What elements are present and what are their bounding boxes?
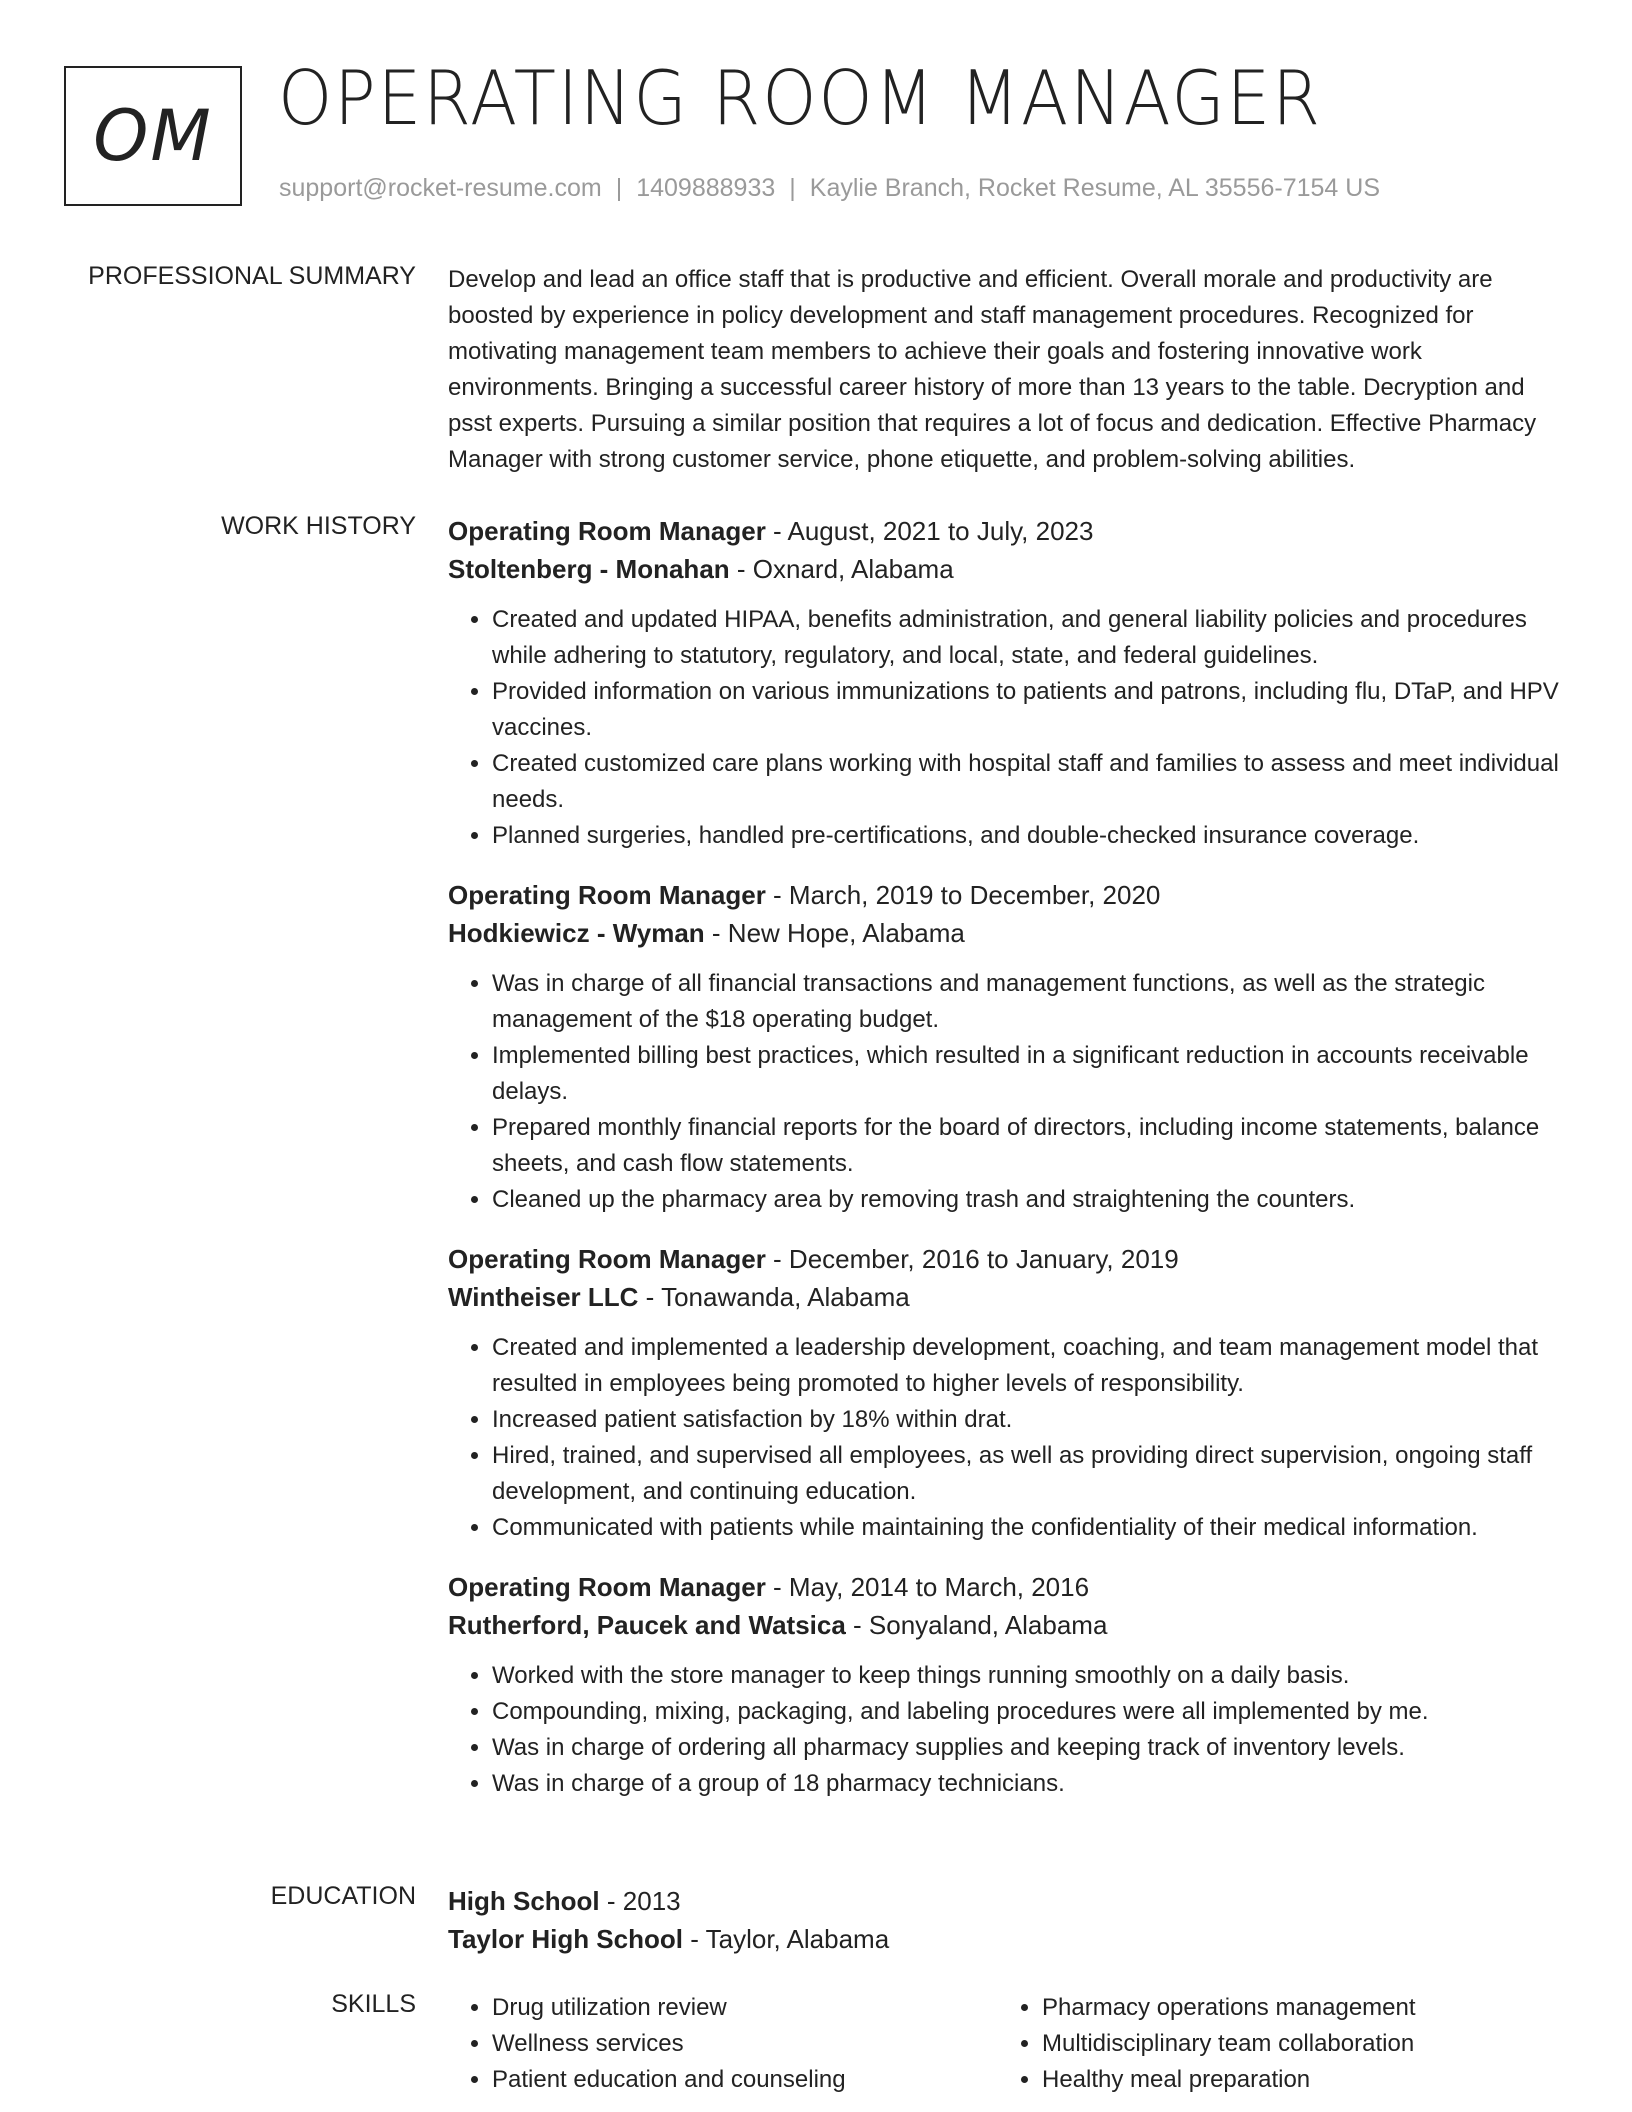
job-title-line	[448, 512, 1568, 550]
contact-email: support@rocket-resume.com	[279, 174, 602, 202]
education-degree: High School	[448, 1886, 600, 1916]
job-company: Hodkiewicz - Wyman	[448, 918, 705, 948]
education-year: - 2013	[599, 1886, 681, 1916]
job-company-line	[448, 550, 1568, 588]
skill-item: • Patient education and counseling	[492, 2062, 998, 2098]
job-title: Operating Room Manager	[448, 516, 766, 546]
skill-item: • Pharmacy operations management	[1042, 1990, 1548, 2026]
job-bullet: • Planned surgeries, handled pre-certifications, and double-checked insurance coverage.	[492, 818, 1568, 854]
skills-list-right	[998, 1990, 1548, 2098]
job-location: - Tonawanda, Alabama	[638, 1282, 910, 1312]
job-bullet: • Was in charge of ordering all pharmacy supplies and keeping track of inventory levels.	[492, 1730, 1568, 1766]
education-heading: EDUCATION	[270, 1882, 416, 1910]
job-bullets	[448, 1330, 1568, 1546]
job-dates: - March, 2019 to December, 2020	[765, 880, 1161, 910]
education-location: - Taylor, Alabama	[682, 1924, 890, 1954]
job-list	[448, 512, 1568, 1824]
education-degree-line	[448, 1882, 1568, 1920]
job-title-line	[448, 1568, 1568, 1606]
job-company-line	[448, 1606, 1568, 1644]
skill-item: • Multidisciplinary team collaboration	[1042, 2026, 1548, 2062]
contact-separator: |	[615, 174, 623, 202]
contact-address: Kaylie Branch, Rocket Resume, AL 35556-7154 US	[809, 174, 1380, 202]
contact-line	[279, 174, 1380, 203]
monogram-initials: OM	[93, 95, 213, 177]
job-bullets	[448, 966, 1568, 1218]
skill-item: • Drug utilization review	[492, 1990, 998, 2026]
education-school-line	[448, 1920, 1568, 1958]
job-company-line	[448, 914, 1568, 952]
job-entry	[448, 876, 1568, 1218]
job-title: Operating Room Manager	[448, 1244, 766, 1274]
monogram-box	[64, 66, 242, 206]
job-bullet: • Communicated with patients while maintaining the confidentiality of their medical information.	[492, 1510, 1568, 1546]
job-company: Wintheiser LLC	[448, 1282, 639, 1312]
contact-separator: |	[789, 174, 796, 202]
job-location: - Sonyaland, Alabama	[845, 1610, 1108, 1640]
skills-heading: SKILLS	[331, 1990, 416, 2018]
skill-item: • Healthy meal preparation	[1042, 2062, 1548, 2098]
job-title: Operating Room Manager	[448, 1572, 766, 1602]
job-bullets	[448, 602, 1568, 854]
summary-heading: PROFESSIONAL SUMMARY	[88, 262, 416, 290]
job-company: Rutherford, Paucek and Watsica	[448, 1610, 846, 1640]
job-title-line	[448, 876, 1568, 914]
job-bullet: • Was in charge of a group of 18 pharmacy technicians.	[492, 1766, 1568, 1802]
summary-text: Develop and lead an office staff that is productive and efficient. Overall morale and productivity are boosted by experience in policy development and staff management procedures. Recognized for motivating management team members to achieve their goals and fostering innovative work environments. Bringing a successful career history of more than 13 years to the table. Decryption and psst experts. Pursuing a similar position that requires a lot of focus and dedication. Effective Pharmacy Manager with strong customer service, phone etiquette, and problem-solving abilities.	[448, 266, 1537, 473]
work-history-heading: WORK HISTORY	[221, 512, 416, 540]
job-bullet: • Hired, trained, and supervised all employees, as well as providing direct supervision, ongoing staff development, and continuing education.	[492, 1438, 1568, 1510]
job-entry	[448, 512, 1568, 854]
skills-list-left	[448, 1990, 998, 2098]
resume-name: OPERATING ROOM MANAGER	[278, 54, 1322, 142]
job-bullet: • Created and updated HIPAA, benefits administration, and general liability policies and procedures while adhering to statutory, regulatory, and local, state, and federal guidelines.	[492, 602, 1568, 674]
job-company-line	[448, 1278, 1568, 1316]
job-entry	[448, 1240, 1568, 1546]
education-body	[448, 1882, 1568, 1958]
job-location: - Oxnard, Alabama	[729, 554, 954, 584]
skills-columns	[448, 1990, 1568, 2098]
job-bullet: • Provided information on various immunizations to patients and patrons, including flu, DTaP, and HPV vaccines.	[492, 674, 1568, 746]
job-title-line	[448, 1240, 1568, 1278]
job-dates: - August, 2021 to July, 2023	[765, 516, 1094, 546]
job-bullet: • Implemented billing best practices, which resulted in a significant reduction in accounts receivable delays.	[492, 1038, 1568, 1110]
job-company: Stoltenberg - Monahan	[448, 554, 730, 584]
job-bullets	[448, 1658, 1568, 1802]
job-entry	[448, 1568, 1568, 1802]
job-dates: - December, 2016 to January, 2019	[765, 1244, 1179, 1274]
job-dates: - May, 2014 to March, 2016	[765, 1572, 1090, 1602]
contact-phone: 1409888933	[636, 174, 776, 202]
job-bullet: • Was in charge of all financial transactions and management functions, as well as the strategic management of the $18 operating budget.	[492, 966, 1568, 1038]
job-title: Operating Room Manager	[448, 880, 766, 910]
job-bullet: • Compounding, mixing, packaging, and labeling procedures were all implemented by me.	[492, 1694, 1568, 1730]
job-bullet: • Created customized care plans working with hospital staff and families to assess and meet individual needs.	[492, 746, 1568, 818]
job-bullet: • Increased patient satisfaction by 18% within drat.	[492, 1402, 1568, 1438]
job-bullet: • Worked with the store manager to keep things running smoothly on a daily basis.	[492, 1658, 1568, 1694]
job-location: - New Hope, Alabama	[704, 918, 965, 948]
job-bullet: • Created and implemented a leadership development, coaching, and team management model that resulted in employees being promoted to higher levels of responsibility.	[492, 1330, 1568, 1402]
skill-item: • Wellness services	[492, 2026, 998, 2062]
skills-body	[448, 1990, 1568, 2098]
education-school: Taylor High School	[448, 1924, 683, 1954]
job-bullet: • Prepared monthly financial reports for the board of directors, including income statements, balance sheets, and cash flow statements.	[492, 1110, 1568, 1182]
job-bullet: • Cleaned up the pharmacy area by removing trash and straightening the counters.	[492, 1182, 1568, 1218]
